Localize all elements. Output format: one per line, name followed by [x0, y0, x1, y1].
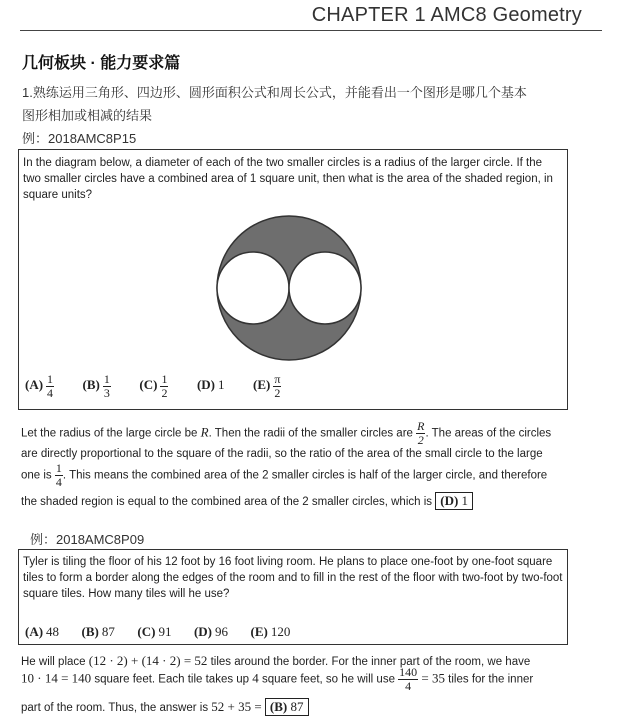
example-2-solution-line-2: 10 · 14 = 140 square feet. Each tile takes up 4 square feet, so he will use $\frac{140}{4}$ = 35 tiles for the inner: [21, 665, 534, 693]
example-1-solution-line-1: Let the radius of the large circle be R. Then the radii of the smaller circles are $\frac{R}{2}$ . The areas of the circles: [21, 419, 552, 447]
example-2-answer-box: (B) 87: [265, 698, 309, 716]
example-2-label: 例：2018AMC8P09: [30, 532, 145, 547]
section-title: 几何板块 · 能力要求篇: [22, 55, 181, 72]
example-2-solution-line-3: part of the room. Thus, the answer is 52 + 35 = (B) 87: [21, 698, 309, 716]
choice-c: (C) $\frac{1}{2}$: [139, 372, 168, 400]
example-2-choices: [25, 624, 290, 640]
example-1-answer-box: (D) 1: [435, 492, 473, 510]
header-rule: [20, 30, 602, 31]
choice-e: (E) 120: [250, 624, 291, 639]
example-1-solution-line-2: are directly proportional to the square of the radii, so the ratio of the area of the small circle to the large: [21, 448, 543, 460]
choice-d: (D) 1: [196, 377, 225, 393]
choice-c: (C) 91: [137, 624, 172, 639]
choice-a: (A) $\frac{1}{4}$: [25, 372, 54, 400]
choice-d: (D) 96: [193, 624, 228, 639]
example-1-problem-text: In the diagram below, a diameter of each of the two smaller circles is a radius of the larger circle. If the two smaller circles have a combined area of 1 square unit, then what is the area of the shaded region, in square units?: [23, 157, 553, 201]
choice-e: (E) $\frac{\pi}{2}$: [252, 372, 281, 400]
example-2-problem-text: Tyler is tiling the floor of his 12 foot by 16 foot living room. He plans to place one-foot by one-foot square tiles to form a border along the edges of the room and to fill in the rest of the floor with two-foot by two-foot square tiles. How many tiles will he use?: [23, 556, 563, 600]
example-1-label: 例：2018AMC8P15: [22, 131, 137, 146]
example-2-solution-line-1: He will place (12 · 2) + (14 · 2) = 52 tiles around the border. For the inner part of the room, we have: [21, 653, 531, 668]
left-small-circle: [217, 252, 289, 324]
example-1-solution-line-4: the shaded region is equal to the combined area of the 2 smaller circles, which is (D) 1: [21, 492, 473, 510]
choice-b: (B) $\frac{1}{3}$: [82, 372, 110, 400]
chapter-header: CHAPTER 1 AMC8 Geometry: [311, 4, 582, 26]
choice-a: (A) 48: [25, 624, 60, 639]
example-1-choices: [25, 373, 281, 400]
example-2-problem-box: [18, 549, 568, 645]
choice-b: (B) 87: [81, 624, 115, 639]
right-small-circle: [289, 252, 361, 324]
circles-diagram: [214, 213, 364, 363]
requirement-line-2: 图形相加或相减的结果: [22, 108, 153, 123]
example-1-solution-line-3: one is $\frac{1}{4}$ . This means the combined area of the 2 smaller circles is half of the larger circle, and therefore: [21, 461, 548, 489]
requirement-line-1: 1.熟练运用三角形、四边形、圆形面积公式和周长公式，并能看出一个图形是哪几个基本: [22, 85, 527, 100]
example-1-problem-box: [18, 149, 568, 410]
